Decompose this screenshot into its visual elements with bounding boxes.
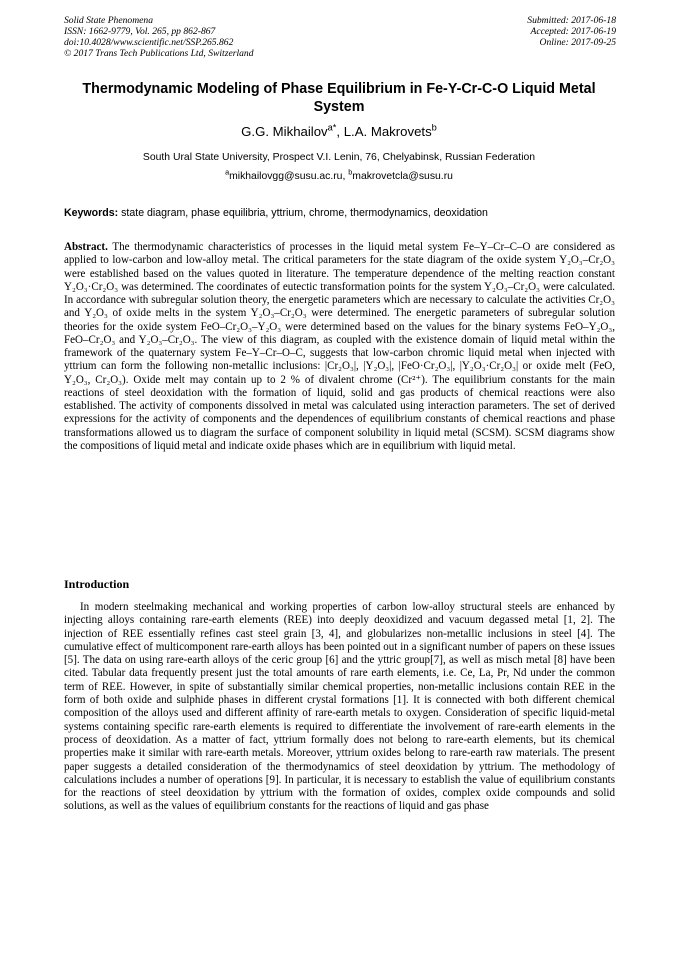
online-date: Online: 2017-09-25 [539,37,616,48]
submitted-date: Submitted: 2017-06-18 [527,15,616,26]
affiliation: South Ural State University, Prospect V.I. Lenin, 76, Chelyabinsk, Russian Federation [142,152,536,163]
author-list [64,124,614,140]
paper-title: Thermodynamic Modeling of Phase Equilibrium in Fe-Y-Cr-C-O Liquid Metal System [82,81,596,115]
email-b[interactable]: makrovetcla@susu.ru [352,171,453,182]
author-separator: , [336,124,344,139]
introduction-paragraph: In modern steelmaking mechanical and working properties of carbon low-alloy structural steels are enhanced by injecting alloys containing rare-earth elements (REE) into deeply deoxidized and vacuum degassed metal [1, 2]. The injection of REE essentially refines cast steel grain [3, 4], and globularizes non-metallic inclusions in steel [4]. The cumulative effect of multicomponent rare-earth alloys has been pointed out in a significant number of papers on these issues [5]. The data on using rare-earth alloys of the ceric group [6] and the yttric group[7], as well as misch metal [8] have been cited. Tabular data frequently present just the total amounts of rare earth elements, i.e. Ce, La, Pr, Nd under the common term of REE. However, in spite of substantially similar chemical properties, non-metallic inclusions contain REE in the form of both oxide and sulphide phases in different crystal formations [1]. It is connected with both different chemical composition of the alloys used and different affinity of rare-earth metals to oxygen. Consideration of specific liquid-metal systems containing specific rare-earth elements is required to differentiate the involvement of rare-earth elements in the process of deoxidation. As a matter of fact, yttrium formally does not belong to rare-earth elements, but its chemical properties make it similar with rare-earth metals. Moreover, yttrium oxides belong to rare-earth raw materials. The present paper suggests a detailed consideration of the thermodynamics of steel deoxidation by yttrium. The methodology of calculations includes a number of operations [9]. In particular, it is necessary to establish the value of equilibrium constants for the reactions of steel deoxidation by yttrium with the formation of oxides, complex oxide compounds and solid solutions, as well as the values of equilibrium constants for the reactions of liquid and gas phase [64,601,615,813]
keywords-text: state diagram, phase equilibria, yttrium, chrome, thermodynamics, deoxidation [118,207,488,219]
email-a[interactable]: mikhailovgg@susu.ac.ru [229,171,343,182]
email-separator: , [342,171,349,182]
email-list [64,167,614,183]
abstract-label: Abstract. [64,241,108,253]
author-1: G.G. Mikhailov [241,124,328,139]
keywords-label: Keywords: [64,207,119,219]
header-left [64,15,254,59]
email-b-marker: b [348,167,353,177]
doi-line: doi:10.4028/www.scientific.net/SSP.265.862 [64,37,234,48]
accepted-date: Accepted: 2017-06-19 [530,26,616,37]
author-2-affil: b [431,122,437,133]
abstract-text: The thermodynamic characteristics of processes in the liquid metal system Fe–Y–Cr–C–O are considered as applied to low-carbon and low-alloy metal. The critical parameters for the state diagram of the oxide system Y₂O₃–Cr₂O₃ were established based on the values quoted in literature. The temperature dependence of the melting reaction constant Y₂O₃·Cr₂O₃ was determined. The coordinates of eutectic transformation points for the system Y₂O₃–Cr₂O₃ were calculated. In accordance with subregular solution theory, the energetic parameters which are necessary to calculate the activities Cr₂O₃ and Y₂O₃ of oxide melts in the system Y₂O₃–Cr₂O₃ were determined. The energetic parameters of subregular solution theories for the oxide system FeO–Cr₂O₃–Y₂O₃ were determined based on the values for the binary systems FeO–Y₂O₃, FeO–Cr₂O₃ and Y₂O₃–Cr₂O₃. The view of this diagram, as coupled with the existence domain of liquid metal within the framework of the quaternary system Fe–Y–Cr–O–C, suggests that low-carbon chromic liquid metal when injected with yttrium can form the following non-metallic inclusions: |Cr₂O₃|, |Y₂O₃|, |FeO·Cr₂O₃|, |Y₂O₃·Cr₂O₃| or oxide melt (FeO, Y₂O₃, Cr₂O₃). Oxide melt may contain up to 2 % of divalent chrome (Cr²⁺). The equilibrium constants for the main reactions of steel deoxidation with the formation of liquid, solid and gas products of chemical reactions were also established. The activity of components dissolved in metal was calculated using interaction parameters. The set of derived expressions for the activity of components and the dependences of equilibrium constants of chemical reactions and phase transformations allowed us to diagram the surface of component solubility in liquid metal (SCSM). SCSM diagrams show the compositions of liquid metal and indicate oxide phases which are in equilibrium with liquid metal. [64,241,615,452]
journal-name: Solid State Phenomena [64,15,153,26]
issn-line: ISSN: 1662-9779, Vol. 265, pp 862-867 [64,26,216,37]
section-heading-introduction: Introduction [64,577,130,591]
copyright-line: © 2017 Trans Tech Publications Ltd, Switzerland [64,48,254,59]
header-right [527,15,616,48]
email-a-marker: a [225,167,230,177]
keywords [64,207,614,220]
author-1-affil: a* [327,122,337,133]
abstract [64,241,615,453]
author-2: L.A. Makrovets [343,124,432,139]
